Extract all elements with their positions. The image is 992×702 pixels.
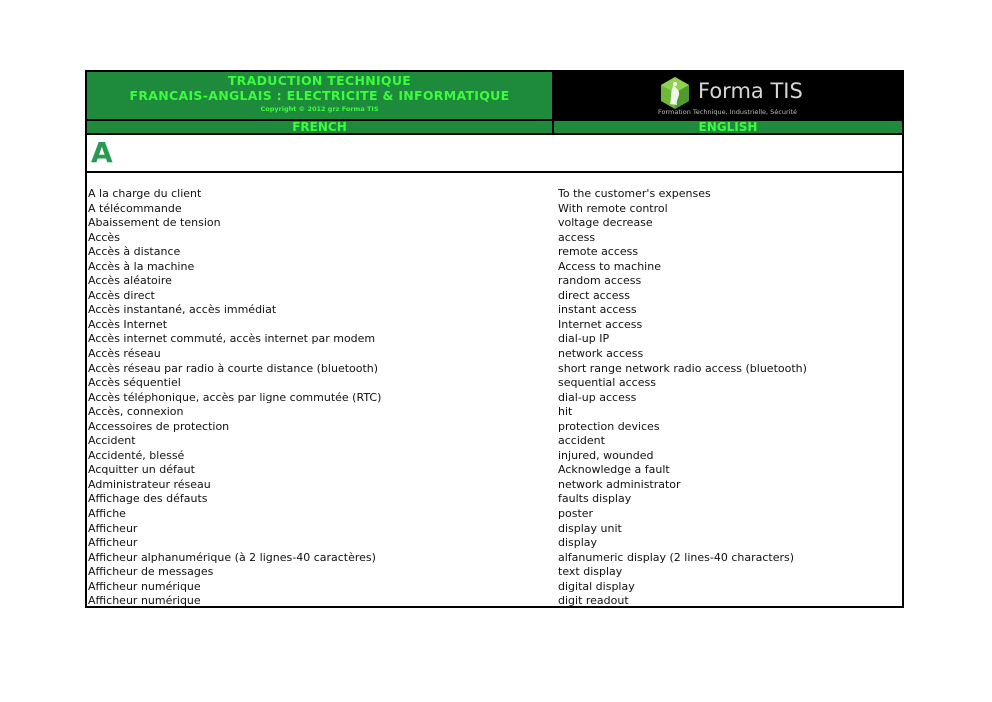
english-term: Acknowledge a fault [558, 463, 670, 477]
column-header-english: ENGLISH [554, 119, 902, 135]
translation-list [87, 187, 902, 609]
table-row [87, 405, 902, 420]
table-row [87, 362, 902, 377]
table-row [87, 332, 902, 347]
english-term: text display [558, 565, 623, 579]
english-term: To the customer's expenses [558, 187, 711, 200]
english-term: voltage decrease [558, 216, 653, 230]
french-term: Acquitter un défaut [88, 463, 195, 477]
table-row [87, 507, 902, 522]
table-row [87, 187, 902, 202]
french-term: Afficheur alphanumérique (à 2 lignes-40 caractères) [88, 550, 376, 564]
english-term: network access [558, 347, 644, 361]
english-term: instant access [558, 303, 637, 317]
table-row [87, 551, 902, 566]
table-row [87, 565, 902, 580]
french-term: Abaissement de tension [88, 216, 221, 230]
title-line-1: TRADUCTION TECHNIQUE [227, 73, 412, 88]
english-term: protection devices [558, 419, 660, 433]
english-term: digit readout [558, 594, 629, 608]
french-term: Afficheur [88, 521, 138, 535]
english-term: Internet access [558, 317, 643, 331]
english-term: short range network radio access (bluetooth) [558, 361, 807, 375]
french-term: Accident [88, 434, 136, 448]
french-term: Accessoires de protection [88, 419, 230, 433]
french-term: Administrateur réseau [88, 477, 211, 491]
table-row [87, 449, 902, 464]
table-row [87, 580, 902, 595]
english-term: display unit [558, 521, 622, 535]
english-term: display [558, 536, 598, 550]
french-term: Accès direct [88, 288, 155, 302]
logo-name: Forma TIS [698, 79, 803, 103]
english-term: accident [558, 434, 605, 448]
table-row [87, 289, 902, 304]
table-row [87, 245, 902, 260]
english-term: poster [558, 507, 594, 521]
french-term: Afficheur numérique [88, 579, 201, 593]
forma-tis-logo-icon [658, 76, 692, 110]
table-row [87, 274, 902, 289]
english-term: With remote control [558, 201, 668, 215]
french-term: Afficheur [88, 536, 138, 550]
english-term: sequential access [558, 376, 656, 390]
english-term: dial-up access [558, 390, 637, 404]
french-term: Accidenté, blessé [88, 448, 185, 462]
title-line-2: FRANCAIS-ANGLAIS : ELECTRICITE & INFORMATIQUE [129, 88, 510, 103]
french-term: Accès aléatoire [88, 274, 172, 288]
table-row [87, 463, 902, 478]
english-term: injured, wounded [558, 448, 654, 462]
english-term: faults display [558, 492, 632, 506]
english-term: network administrator [558, 477, 681, 491]
table-row [87, 420, 902, 435]
french-term: Accès instantané, accès immédiat [88, 303, 277, 317]
french-term: Afficheur de messages [88, 565, 214, 579]
section-letter: A [91, 136, 113, 169]
table-row [87, 594, 902, 609]
english-term: remote access [558, 245, 639, 259]
french-term: Afficheur numérique [88, 594, 201, 608]
french-term: A télécommande [88, 201, 182, 215]
french-term: Accès réseau [88, 347, 161, 361]
french-term: Accès séquentiel [88, 376, 181, 390]
table-row [87, 522, 902, 537]
french-term: Accès téléphonique, accès par ligne commutée (RTC) [88, 390, 382, 404]
table-row [87, 391, 902, 406]
section-letter-row [87, 135, 902, 173]
french-term: Affiche [88, 507, 126, 521]
english-term: Access to machine [558, 259, 661, 273]
english-term: alfanumeric display (2 lines-40 characters) [558, 550, 795, 564]
french-term: Accès [88, 230, 120, 244]
table-row [87, 202, 902, 217]
french-term: Accès internet commuté, accès internet par modem [88, 332, 376, 346]
table-row [87, 216, 902, 231]
title-block [87, 72, 554, 119]
logo-block [554, 72, 902, 119]
english-term: random access [558, 274, 642, 288]
table-row [87, 347, 902, 362]
table-row [87, 492, 902, 507]
glossary-sheet [85, 70, 904, 608]
english-term: dial-up IP [558, 332, 610, 346]
french-term: Accès réseau par radio à courte distance (bluetooth) [88, 361, 379, 375]
table-row [87, 434, 902, 449]
table-row [87, 318, 902, 333]
french-term: Affichage des défauts [88, 492, 208, 506]
table-row [87, 231, 902, 246]
copyright-text: Copyright © 2012 grz Forma TIS [260, 105, 379, 113]
english-term: direct access [558, 288, 631, 302]
french-term: Accès Internet [88, 317, 168, 331]
english-term: hit [558, 405, 573, 419]
english-term: digital display [558, 579, 635, 593]
french-term: Accès, connexion [88, 405, 184, 419]
english-term: access [558, 230, 596, 244]
logo-tagline: Formation Technique, Industrielle, Sécurité [658, 108, 798, 116]
table-row [87, 478, 902, 493]
table-row [87, 376, 902, 391]
column-header-french: FRENCH [87, 119, 554, 135]
french-term: Accès à la machine [88, 259, 195, 273]
table-row [87, 260, 902, 275]
table-row [87, 303, 902, 318]
french-term: A la charge du client [88, 187, 202, 200]
french-term: Accès à distance [88, 245, 181, 259]
table-row [87, 536, 902, 551]
